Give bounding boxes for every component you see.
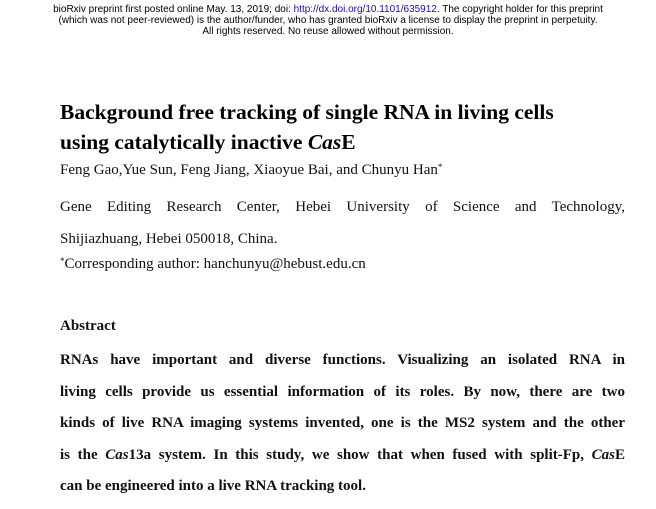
abstract-cas-italic-2: Cas <box>591 446 615 463</box>
abstract-body <box>60 345 625 503</box>
abstract-line-3: kinds of live RNA imaging systems invented, one is the MS2 system and the other <box>60 415 625 431</box>
correspondence <box>60 255 625 273</box>
abstract-line-4-middle: 13a system. In this study, we show that when fused with split-Fp, <box>128 446 592 463</box>
banner-line-3: All rights reserved. No reuse allowed without permission. <box>202 26 454 37</box>
affiliation-line-1: Gene Editing Research Center, Hebei University of Science and Technology, <box>60 199 625 215</box>
banner-line-2: (which was not peer-reviewed) is the author/funder, who has granted bioRxiv a license to display the preprint in perpetuity. <box>58 15 598 26</box>
author-list <box>60 161 640 179</box>
abstract-line-5: can be engineered into a live RNA tracking tool. <box>60 478 366 494</box>
title-cas-italic: Cas <box>307 130 342 154</box>
corresponding-mark: * <box>437 162 443 172</box>
title-line-1: Background free tracking of single RNA in living cells <box>60 100 554 124</box>
abstract-line-2: living cells provide us essential information of its roles. By now, there are two <box>60 383 625 400</box>
title-line-2 <box>60 127 640 157</box>
banner-line-1 <box>0 4 656 15</box>
abstract-cas-italic: Cas <box>105 446 129 463</box>
abstract-line-4-end: E <box>614 446 625 463</box>
affiliation <box>60 191 625 255</box>
title-line-2-suffix: E <box>341 130 356 154</box>
banner-line-1-suffix: . The copyright holder for this preprint <box>436 4 603 15</box>
author-names: Feng Gao,Yue Sun, Feng Jiang, Xiaoyue Bai, and Chunyu Han <box>60 162 438 178</box>
abstract-heading: Abstract <box>60 318 116 334</box>
abstract-line-1: RNAs have important and diverse functions. Visualizing an isolated RNA in <box>60 352 625 368</box>
banner-line-1-prefix: bioRxiv preprint first posted online May. 13, 2019; doi: <box>53 4 294 15</box>
correspondence-text: Corresponding author: hanchunyu@hebust.edu.cn <box>64 256 366 272</box>
correspondence-mark: * <box>60 256 65 266</box>
abstract-line-4-start: is the <box>60 446 106 463</box>
affiliation-line-2: Shijiazhuang, Hebei 050018, China. <box>60 231 278 247</box>
paper-title <box>60 97 640 157</box>
doi-link[interactable]: http://dx.doi.org/10.1101/635912 <box>293 4 437 15</box>
abstract-line-4 <box>60 440 625 472</box>
title-line-2-text: using catalytically inactive <box>60 130 308 154</box>
preprint-banner <box>0 4 656 37</box>
